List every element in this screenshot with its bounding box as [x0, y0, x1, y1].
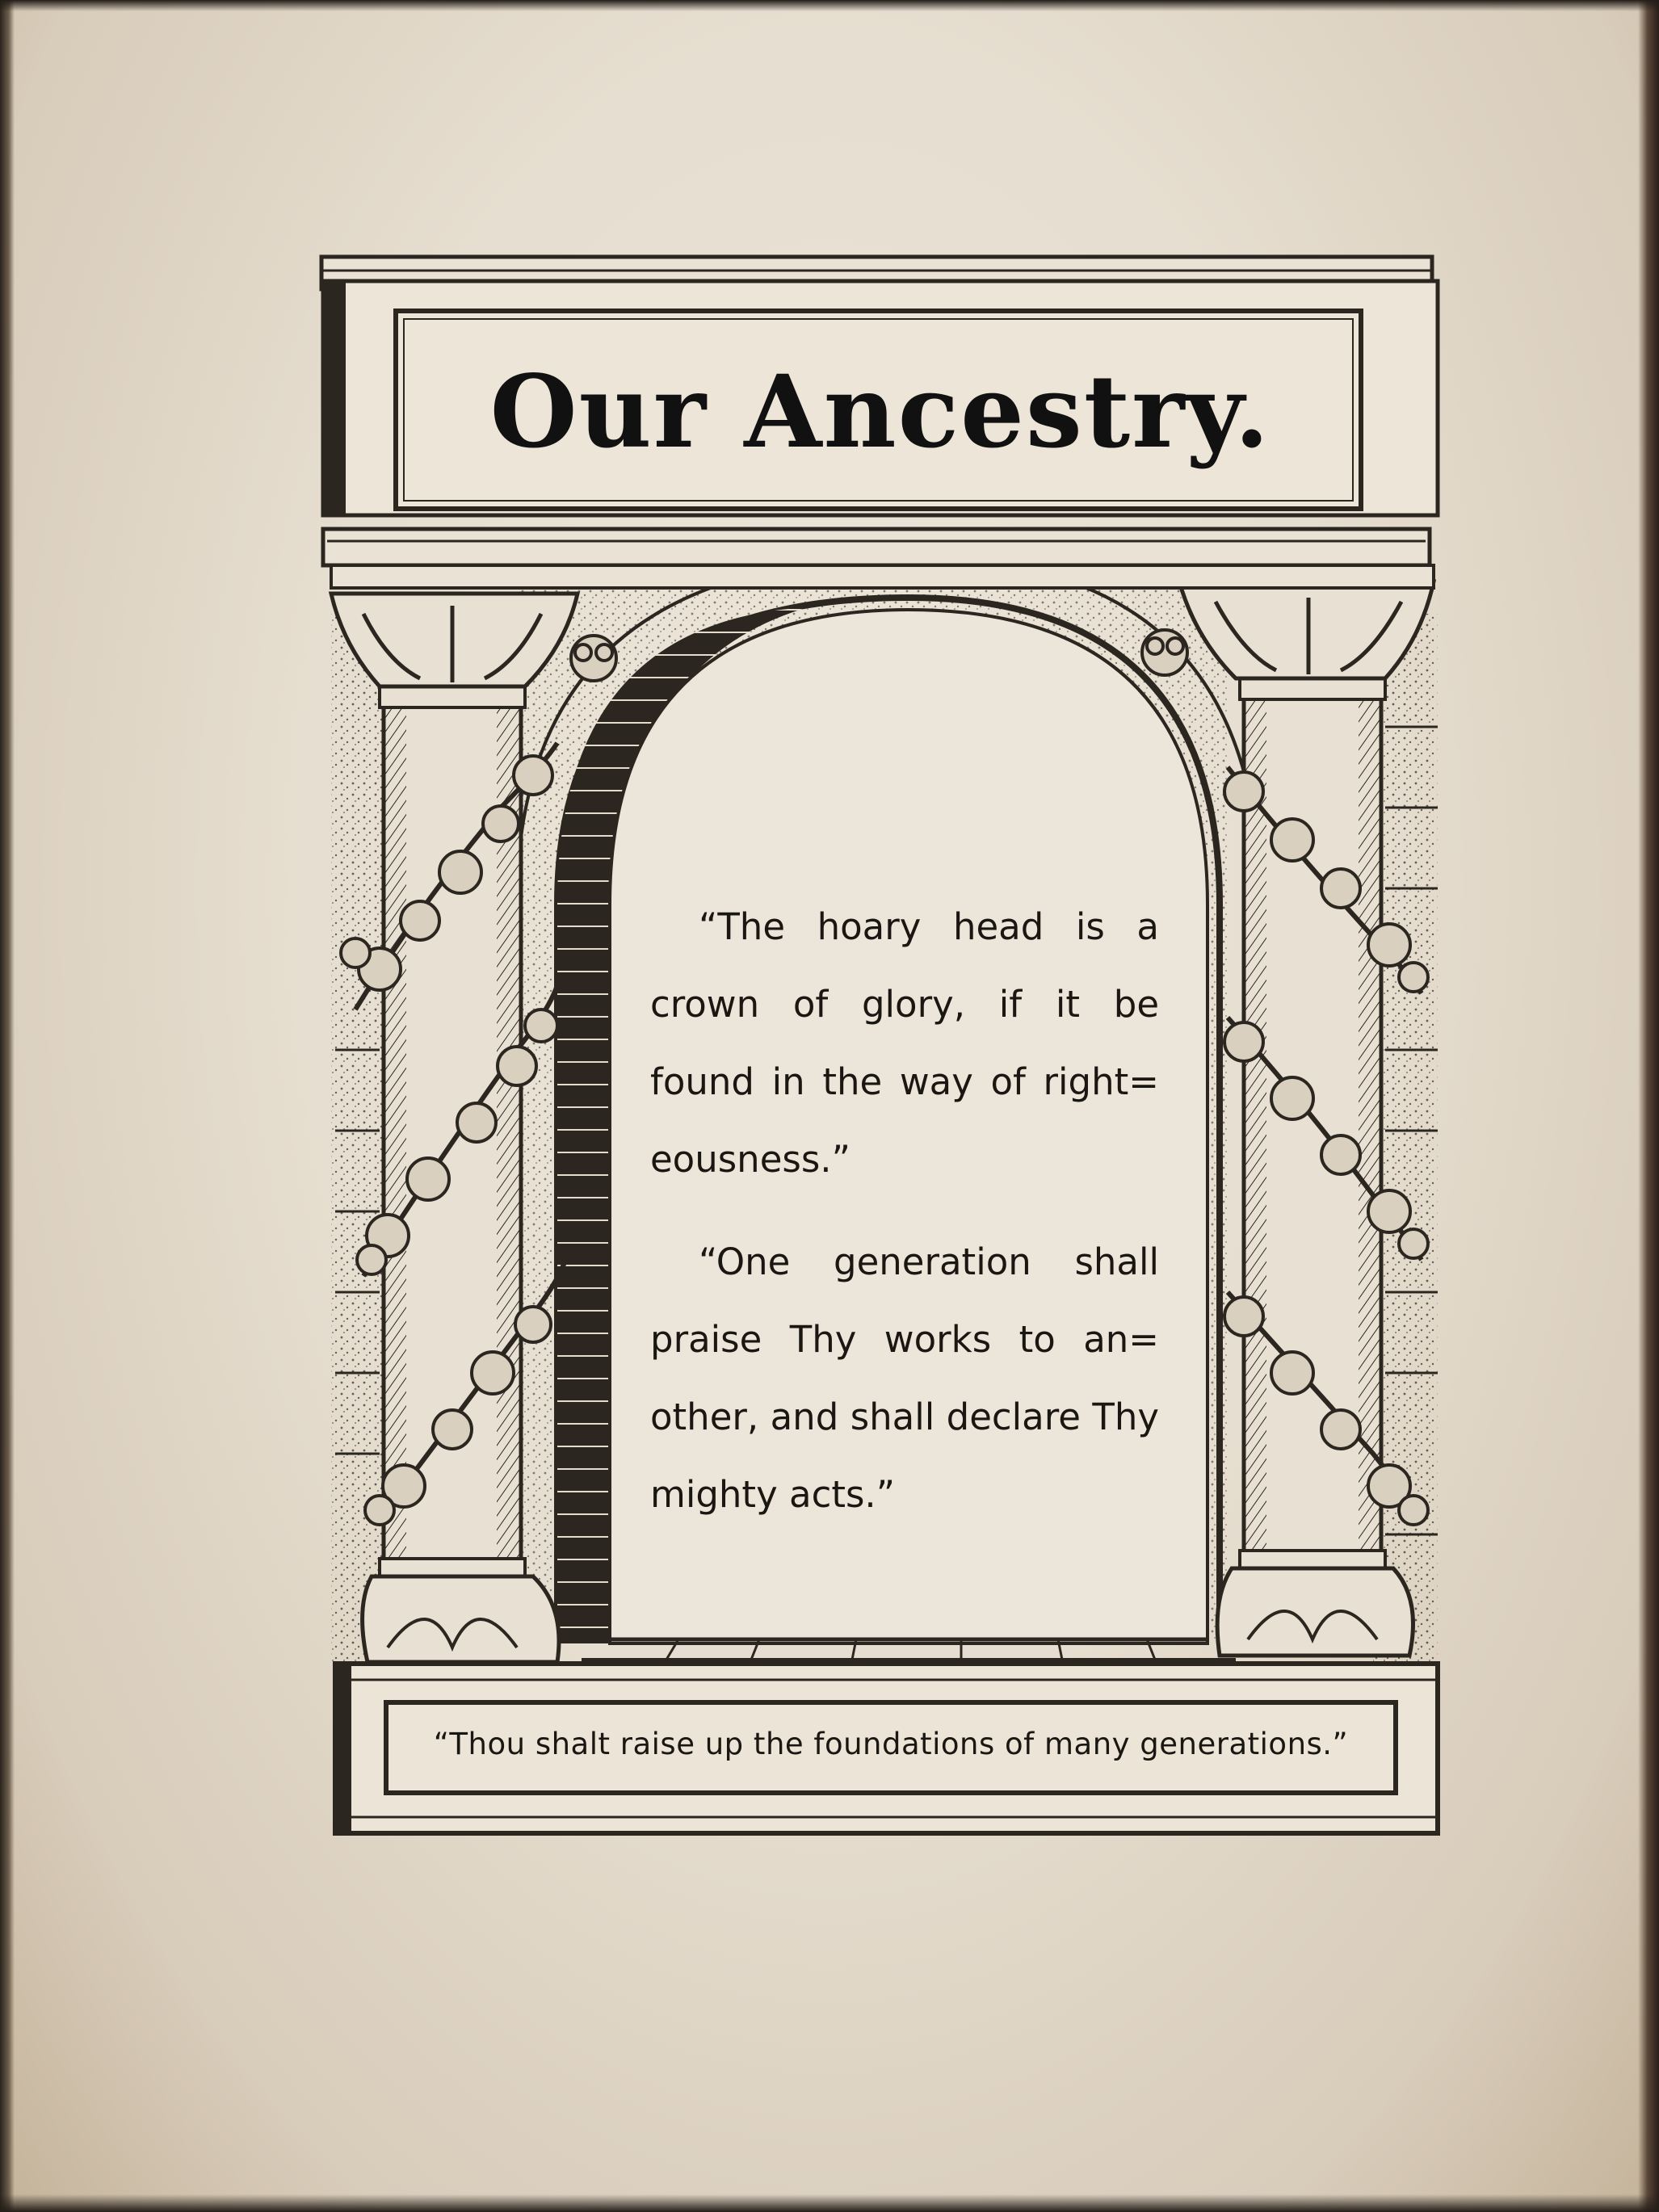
- page-title: Our Ancestry.: [489, 353, 1271, 471]
- quote-one-generation: “One generation shall praise Thy works to an= other, and shall declare Thy mighty acts.”: [650, 1240, 1159, 1516]
- base-inscription: “Thou shalt raise up the foundations of many generations.”: [433, 1726, 1349, 1761]
- quote-hoary-head: “The hoary head is a crown of glory, if it be found in the way of right= eousness.”: [650, 905, 1159, 1181]
